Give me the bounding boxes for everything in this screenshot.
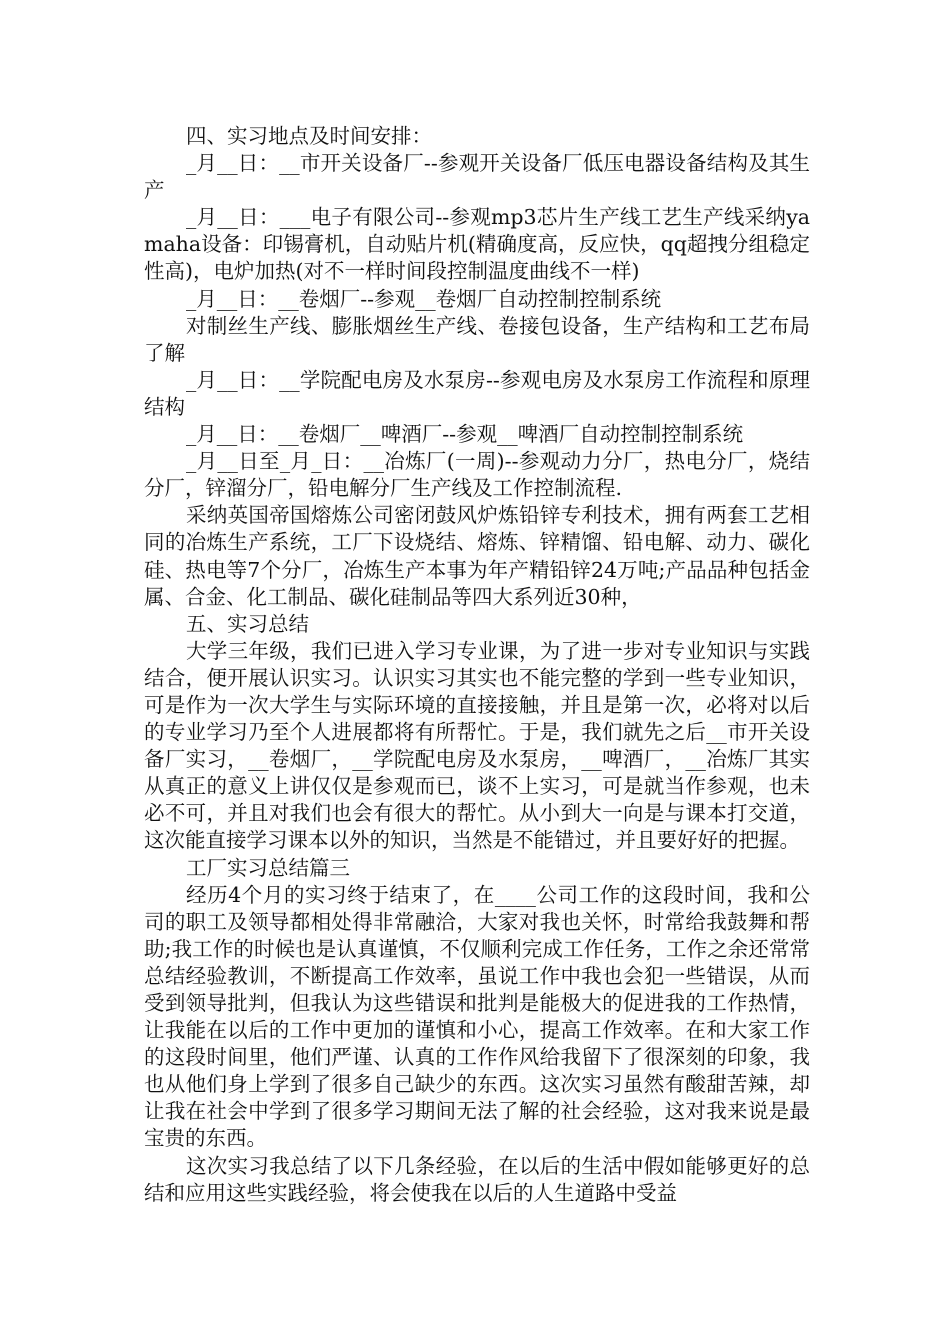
- schedule-item-smelter: _月__日至_月_日：__冶炼厂(一周)--参观动力分厂，热电分厂，烧结分厂，锌溜分厂，铅电解分厂生产线及工作控制流程.: [144, 449, 810, 501]
- schedule-item-brewery: _月__日：__卷烟厂__啤酒厂--参观__啤酒厂自动控制控制系统: [186, 422, 744, 447]
- section-heading-part-three: 工厂实习总结篇三: [186, 855, 350, 880]
- schedule-item-cigarette-factory: _月__日：__卷烟厂--参观__卷烟厂自动控制控制系统: [186, 286, 662, 311]
- section-heading-location-schedule: 四、实习地点及时间安排：: [186, 124, 432, 148]
- paragraph-internship-experience: 经历4个月的实习终于结束了，在____公司工作的这段时间，我和公司的职工及领导都相处得非常融洽，大家对我也关怀，时常给我鼓舞和帮助;我工作的时候也是认真谨慎，不仅顺利完成工作任务，工作之余还常常总结经验教训，不断提高工作效率，虽说工作中我也会犯一些错误，从而受到领导批判，但我认为这些错误和批判是能极大的促进我的工作热情，让我能在以后的工作中更加的谨慎和小心，提高工作效率。在和大家工作的这段时间里，他们严谨、认真的工作作风给我留下了很深刻的印象，我也从他们身上学到了很多自己缺少的东西。这次实习虽然有酸甜苦辣，却让我在社会中学到了很多学习期间无法了解的社会经验，这对我来说是最宝贵的东西。: [144, 882, 810, 1151]
- schedule-item-electronics-company: _月__日：___电子有限公司--参观mp3芯片生产线工艺生产线采纳yamaha设备：印锡膏机，自动贴片机(精确度高，反应快，qq超拽分组稳定性高)，电炉加热(对不一样时间段控制温度曲线不一样): [144, 205, 810, 284]
- schedule-item-power-room: _月__日：__学院配电房及水泵房--参观电房及水泵房工作流程和原理结构: [144, 367, 810, 419]
- paragraph-summary: 大学三年级，我们已进入学习专业课，为了进一步对专业知识与实践结合，便开展认识实习。认识实习其实也不能完整的学到一些专业知识，可是作为一次大学生与实际环境的直接接触，并且是第一次，必将对以后的专业学习乃至个人进展都将有所帮忙。于是，我们就先之后__市开关设备厂实习，__卷烟厂，__学院配电房及水泵房，__啤酒厂，__冶炼厂其实从真正的意义上讲仅仅是参观而已，谈不上实习，可是就当作参观，也未必不可，并且对我们也会有很大的帮忙。从小到大一向是与课本打交道，这次能直接学习课本以外的知识，当然是不能错过，并且要好好的把握。: [144, 638, 810, 853]
- schedule-item-switchgear-factory: _月__日：__市开关设备厂--参观开关设备厂低压电器设备结构及其生产: [144, 151, 810, 203]
- paragraph-lessons-learned: 这次实习我总结了以下几条经验，在以后的生活中假如能够更好的总结和应用这些实践经验，将会使我在以后的人生道路中受益: [144, 1153, 810, 1205]
- paragraph-smelter-description: 采纳英国帝国熔炼公司密闭鼓风炉炼铅锌专利技术，拥有两套工艺相同的冶炼生产系统，工厂下设烧结、熔炼、锌精馏、铅电解、动力、碳化硅、热电等7个分厂，冶炼生产本事为年产精铅锌24万吨;产品品种包括金属、合金、化工制品、碳化硅制品等四大系列近30种，: [144, 503, 810, 609]
- document-body: [144, 123, 810, 1207]
- paragraph-cigarette-lines: 对制丝生产线、膨胀烟丝生产线、卷接包设备，生产结构和工艺布局了解: [144, 313, 810, 365]
- section-heading-summary: 五、实习总结: [186, 611, 309, 636]
